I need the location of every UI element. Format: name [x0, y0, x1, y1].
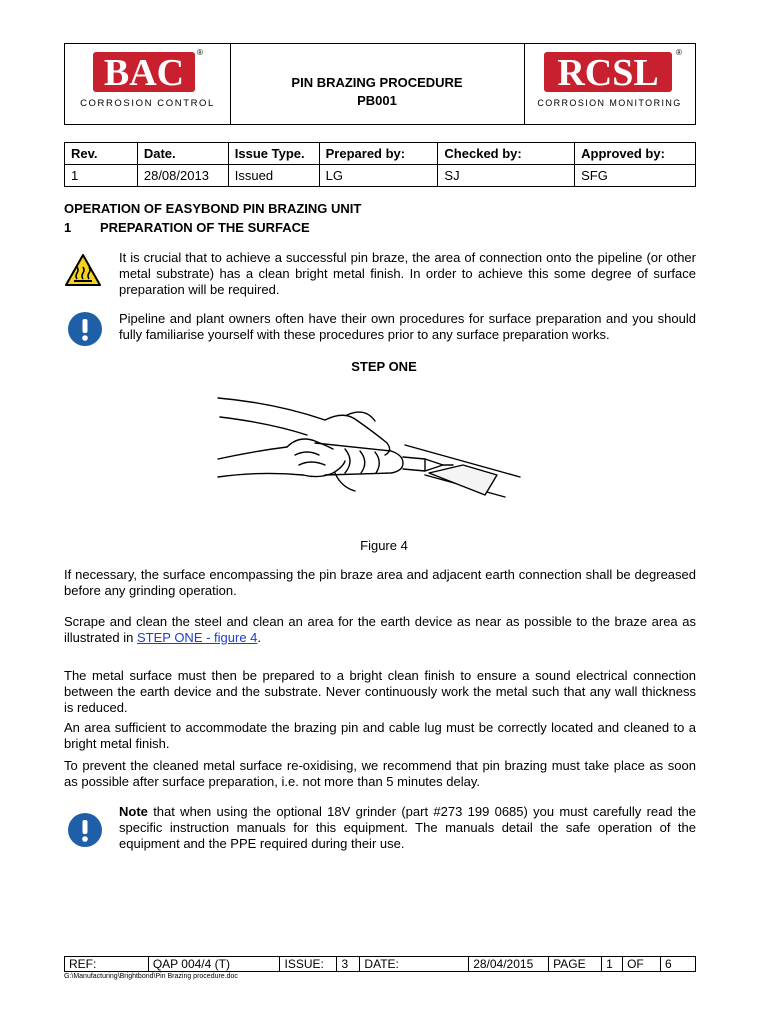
revision-table [64, 142, 696, 187]
footer-page-label: PAGE [549, 957, 602, 972]
table-row [65, 165, 696, 187]
footer-of-value: 6 [661, 957, 696, 972]
col-date: Date. [137, 143, 228, 165]
title-cell [230, 44, 525, 124]
footer-issue-label: ISSUE: [280, 957, 337, 972]
hot-surface-warning-icon [64, 253, 102, 287]
paragraph-bright-finish: The metal surface must then be prepared to a bright clean finish to ensure a sound electrical connection between the earth device and the substrate. Never continuously work the metal such that any wall thickness is reduced. [64, 668, 696, 715]
bac-logo: BAC [93, 52, 195, 92]
step-heading: STEP ONE [351, 359, 417, 374]
col-rev: Rev. [65, 143, 138, 165]
document-code: PB001 [357, 93, 397, 108]
cell-prepared-by: LG [319, 165, 438, 187]
step-one-figure-link[interactable]: STEP ONE - figure 4 [136, 630, 258, 645]
note-label: Note [119, 804, 148, 819]
footer-ref-label: REF: [65, 957, 149, 972]
paragraph-degrease: If necessary, the surface encompassing the pin braze area and adjacent earth connection shall be degreased before any grinding operation. [64, 567, 696, 598]
cell-checked-by: SJ [438, 165, 575, 187]
section-number: 1 [64, 220, 72, 235]
col-issue-type: Issue Type. [228, 143, 319, 165]
col-checked-by: Checked by: [438, 143, 575, 165]
figure-caption: Figure 4 [360, 538, 408, 553]
footer-date-value: 28/04/2015 [469, 957, 549, 972]
document-title: PIN BRAZING PROCEDURE [291, 75, 463, 90]
paragraph-area-sufficient: An area sufficient to accommodate the brazing pin and cable lug must be correctly located and cleaned to a bright metal finish. [64, 720, 696, 751]
footer-table [64, 956, 696, 972]
paragraph-scrape-clean-text: Scrape and clean the steel and clean an area for the earth device as near as possible to the braze area as illustrated in [64, 614, 696, 645]
col-approved-by: Approved by: [575, 143, 696, 165]
footer-file-path: G:\Manufacturing\Brightbond\Pin Brazing procedure.doc [64, 973, 238, 980]
footer-of-label: OF [623, 957, 661, 972]
rcsl-logo-cell [524, 44, 695, 124]
paragraph-scrape-clean [64, 614, 696, 646]
section-subtitle: PREPARATION OF THE SURFACE [100, 220, 310, 235]
cell-rev: 1 [65, 165, 138, 187]
bac-logo-cell [65, 44, 231, 124]
bac-logo-subtitle: CORROSION CONTROL [80, 98, 215, 109]
paragraph-grinder-note [119, 804, 696, 852]
grinding-illustration [215, 385, 535, 510]
footer-issue-value: 3 [337, 957, 360, 972]
footer-row [65, 957, 696, 972]
exclamation-info-icon [68, 813, 102, 847]
footer-page-value: 1 [602, 957, 623, 972]
registered-mark: ® [676, 48, 682, 57]
revision-header-row [65, 143, 696, 165]
footer-date-label: DATE: [360, 957, 469, 972]
exclamation-info-icon [68, 312, 102, 346]
col-prepared-by: Prepared by: [319, 143, 438, 165]
paragraph-owner-procedures: Pipeline and plant owners often have their own procedures for surface preparation and you should fully familiarise yourself with these procedures prior to any surface preparation works. [119, 311, 696, 342]
paragraph-surface-finish: It is crucial that to achieve a successful pin braze, the area of connection onto the pipeline (or other metal substrate) has a clean bright metal finish. In order to achieve this some degree of surface preparation will be required. [119, 250, 696, 297]
rcsl-logo: RCSL [544, 52, 672, 92]
note-text: that when using the optional 18V grinder (part #273 199 0685) you must carefully read the specific instruction manuals for this equipment. The manuals detail the safe operation of the equipment and the PPE required during their use. [119, 804, 696, 851]
section-title: OPERATION OF EASYBOND PIN BRAZING UNIT [64, 201, 362, 216]
cell-date: 28/08/2013 [137, 165, 228, 187]
cell-issue-type: Issued [228, 165, 319, 187]
cell-approved-by: SFG [575, 165, 696, 187]
registered-mark: ® [197, 48, 203, 57]
document-header [64, 43, 696, 125]
paragraph-re-oxidising: To prevent the cleaned metal surface re-oxidising, we recommend that pin brazing must take place as soon as possible after surface preparation, i.e. not more than 5 minutes delay. [64, 758, 696, 789]
paragraph-scrape-clean-end: . [257, 630, 262, 645]
rcsl-logo-subtitle: CORROSION MONITORING [537, 98, 682, 108]
footer-ref-value: QAP 004/4 (T) [148, 957, 280, 972]
